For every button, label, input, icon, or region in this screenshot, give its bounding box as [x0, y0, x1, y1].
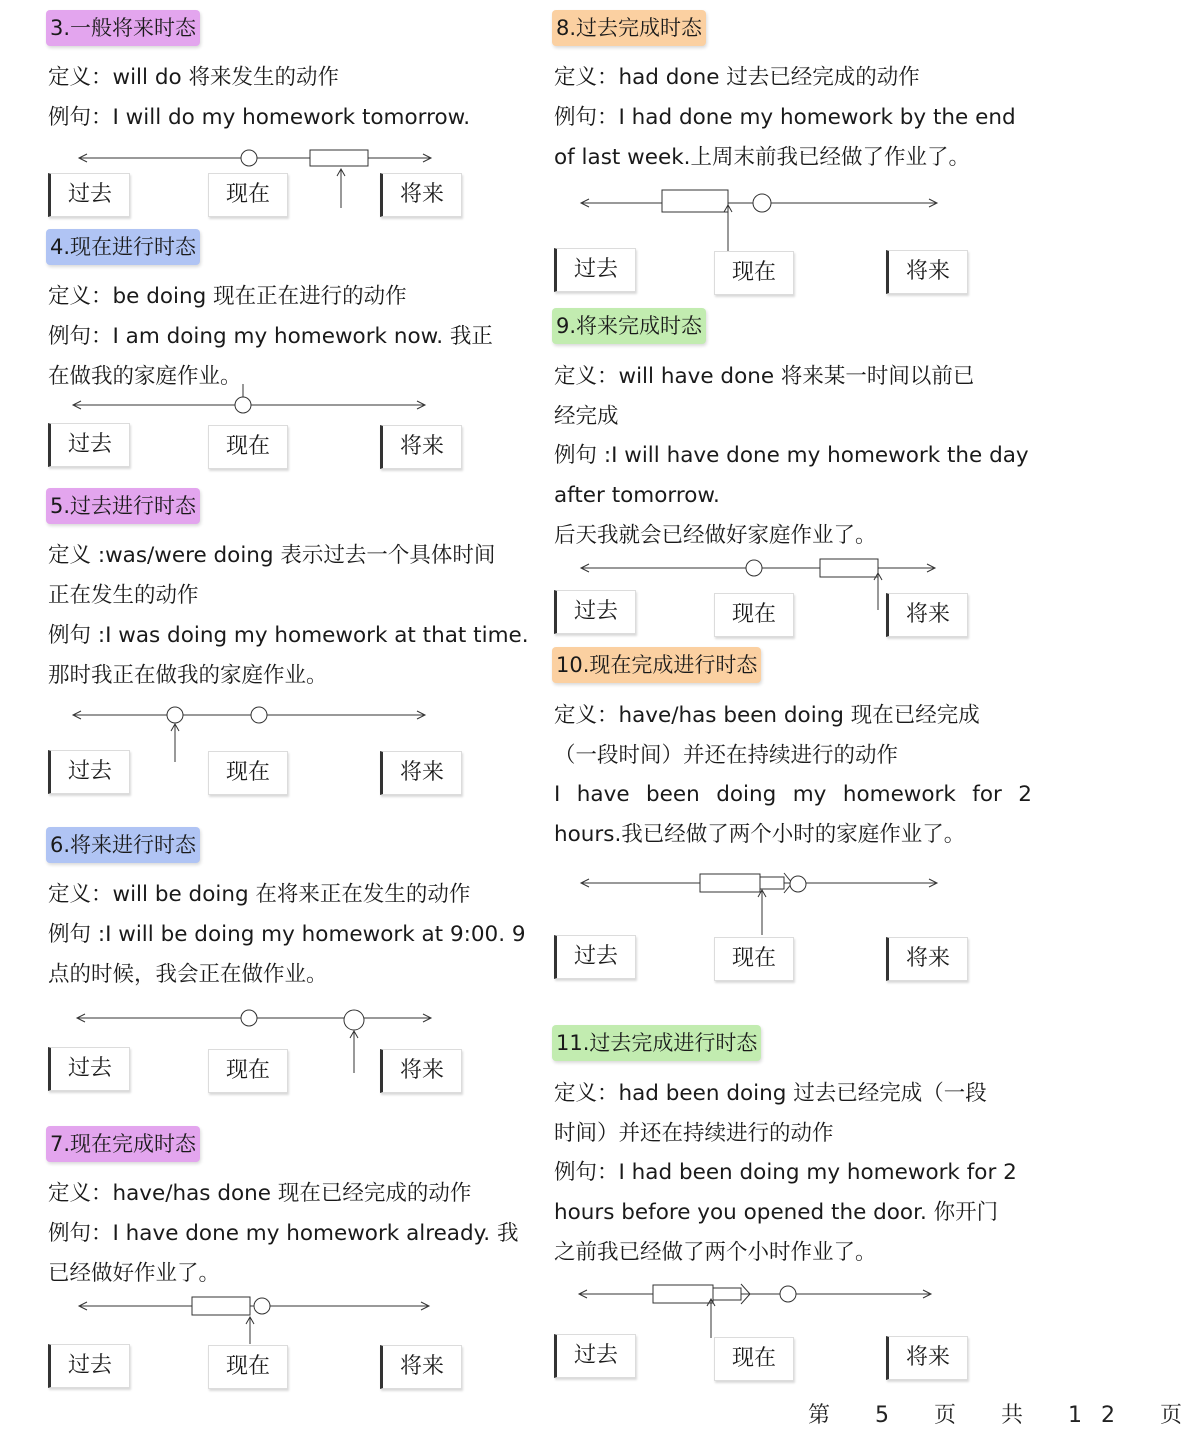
past-label: 过去: [48, 1047, 130, 1091]
section-title: 8.过去完成时态: [552, 10, 706, 46]
continuation-arrow: [760, 877, 784, 889]
present-label: 现在: [208, 173, 288, 217]
example-line: 已经做好作业了。: [48, 1261, 221, 1286]
section-title: 7.现在完成时态: [46, 1126, 200, 1162]
left-column: [0, 0, 540, 1417]
section-present-perfect: [46, 1126, 532, 1396]
example-line: 后天我就会已经做好家庭作业了。: [554, 523, 877, 548]
present-label: 现在: [208, 1049, 288, 1093]
definition-line: 正在发生的动作: [48, 583, 199, 608]
timeline-diagram: [552, 867, 1032, 937]
example-line: 例句：I am doing my homework now. 我正: [48, 324, 493, 349]
action-box: [820, 559, 878, 577]
future-label: 将来: [380, 1049, 462, 1093]
definition-line: 定义：will have done 将来某一时间以前已: [554, 364, 975, 389]
action-box: [653, 1285, 713, 1303]
definition-line: 定义：have/has done 现在已经完成的动作: [48, 1181, 472, 1206]
definition-line: （一段时间）并还在持续进行的动作: [554, 743, 899, 768]
section-past-perfect-continuous: [552, 1025, 1032, 1395]
example-line: 之前我已经做了两个小时作业了。: [554, 1240, 877, 1265]
example-line: 例句：I had been doing my homework for 2: [554, 1160, 1017, 1185]
future-label: 将来: [886, 937, 968, 981]
timeline-diagram: [46, 384, 532, 424]
definition-line: 经完成: [554, 404, 619, 429]
section-title: 5.过去进行时态: [46, 488, 200, 524]
past-label: 过去: [48, 750, 130, 794]
past-label: 过去: [554, 248, 636, 292]
present-label: 现在: [208, 1345, 288, 1389]
example-line: 例句 :I was doing my homework at that time.: [48, 623, 529, 648]
section-title: 3.一般将来时态: [46, 10, 200, 46]
section-title: 9.将来完成时态: [552, 308, 706, 344]
present-marker: [251, 707, 267, 723]
present-marker: [746, 560, 762, 576]
example-line: I have been doing my homework for 2: [554, 782, 1032, 807]
present-label: 现在: [714, 937, 794, 981]
definition-line: 定义：will do 将来发生的动作: [48, 65, 339, 90]
example-line: 例句：I will do my homework tomorrow.: [48, 105, 471, 130]
page-number: 第 5 页 共 12 页: [808, 1403, 1201, 1428]
future-label: 将来: [886, 250, 968, 294]
future-label: 将来: [380, 1345, 462, 1389]
definition-line: 定义：be doing 现在正在进行的动作: [48, 284, 407, 309]
past-point-marker: [753, 194, 771, 212]
definition-line: 定义：had done 过去已经完成的动作: [554, 65, 920, 90]
action-box: [192, 1297, 250, 1315]
action-box: [662, 190, 728, 212]
example-line: 在做我的家庭作业。: [48, 364, 242, 389]
past-label: 过去: [554, 1334, 636, 1378]
past-point-marker: [780, 1286, 796, 1302]
present-marker: [241, 1010, 257, 1026]
section-future-perfect: [552, 308, 1032, 638]
definition-line: 定义：have/has been doing 现在已经完成: [554, 703, 980, 728]
past-label: 过去: [48, 173, 130, 217]
present-label: 现在: [208, 425, 288, 469]
section-title: 11.过去完成进行时态: [552, 1025, 761, 1061]
definition-line: 定义：had been doing 过去已经完成（一段: [554, 1081, 987, 1106]
section-past-perfect: [552, 10, 1032, 300]
past-label: 过去: [48, 1344, 130, 1388]
definition-line: 定义：will be doing 在将来正在发生的动作: [48, 882, 471, 907]
timeline-diagram: [552, 182, 1032, 252]
example-line: 那时我正在做我的家庭作业。: [48, 663, 328, 688]
present-label: 现在: [208, 751, 288, 795]
action-box: [310, 150, 368, 166]
example-line: 例句 :I will be doing my homework at 9:00. 9: [48, 922, 526, 947]
example-line: after tomorrow.: [554, 483, 720, 508]
past-label: 过去: [554, 590, 636, 634]
action-marker: [344, 1010, 364, 1030]
section-simple-future: [46, 10, 532, 225]
section-title: 4.现在进行时态: [46, 229, 200, 265]
section-future-continuous: [46, 827, 532, 1097]
example-line: 例句 :I will have done my homework the day: [554, 443, 1029, 468]
future-label: 将来: [886, 593, 968, 637]
past-label: 过去: [48, 423, 130, 467]
present-marker: [254, 1298, 270, 1314]
section-title: 10.现在完成进行时态: [552, 647, 761, 683]
example-line: 例句：I have done my homework already. 我: [48, 1221, 519, 1246]
action-box: [700, 874, 760, 892]
present-marker: [241, 150, 257, 166]
present-label: 现在: [714, 593, 794, 637]
present-label: 现在: [714, 1337, 794, 1381]
continuation-arrow: [713, 1288, 741, 1300]
future-label: 将来: [380, 425, 462, 469]
definition-line: 时间）并还在持续进行的动作: [554, 1121, 834, 1146]
example-line: hours before you opened the door. 你开门: [554, 1200, 999, 1225]
example-line: hours.我已经做了两个小时的家庭作业了。: [554, 822, 966, 847]
action-marker: [167, 707, 183, 723]
section-past-continuous: [46, 488, 532, 808]
example-line: 点的时候，我会正在做作业。: [48, 962, 328, 987]
section-present-perfect-continuous: [552, 647, 1032, 987]
present-marker: [235, 397, 251, 413]
past-label: 过去: [554, 935, 636, 979]
right-column: [540, 0, 1080, 1417]
example-line: 例句：I had done my homework by the end: [554, 105, 1016, 130]
future-label: 将来: [380, 751, 462, 795]
definition-line: 定义 :was/were doing 表示过去一个具体时间: [48, 543, 496, 568]
section-title: 6.将来进行时态: [46, 827, 200, 863]
present-marker: [790, 876, 806, 892]
section-present-continuous: [46, 229, 532, 479]
future-label: 将来: [380, 173, 462, 217]
present-label: 现在: [714, 251, 794, 295]
future-label: 将来: [886, 1336, 968, 1380]
example-line: of last week.上周末前我已经做了作业了。: [554, 145, 970, 170]
